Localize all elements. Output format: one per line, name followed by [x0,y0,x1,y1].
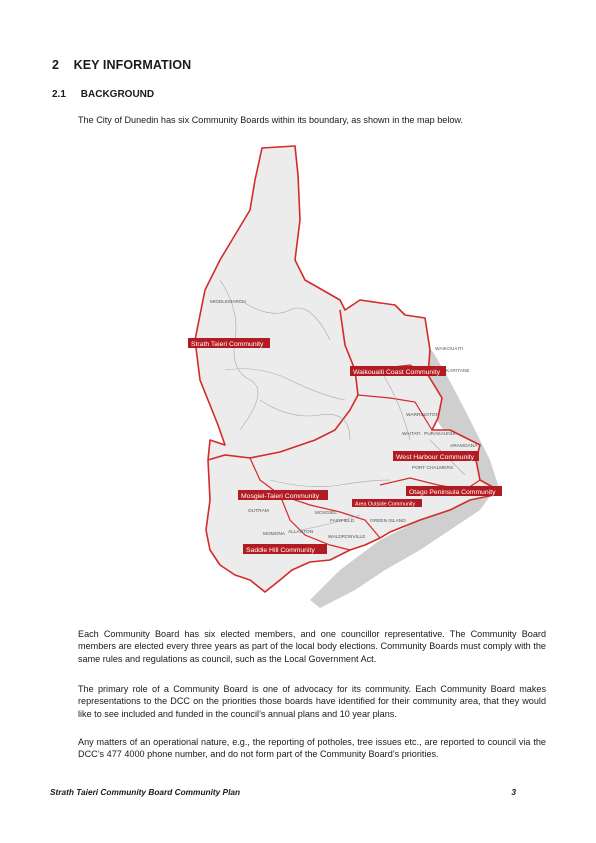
label-otago-peninsula: Otago Peninsula Community [409,489,496,496]
place-warrington: WARRINGTON [406,413,440,418]
place-momona: MOMONA [263,532,286,537]
place-waitati: WAITATI [402,432,421,437]
map-svg [180,140,510,610]
paragraph-operational: Any matters of an operational nature, e.g., the reporting of potholes, tree issues etc., are reported to council via the DCC’s 477 4000 phone number, and do not form part of the Community Board’s priorities. [78,737,546,760]
subsection-heading [52,89,154,100]
community-boards-map [180,140,510,610]
label-mosgiel-taieri: Mosgiel-Taieri Community [241,493,320,500]
place-fairfield: FAIRFIELD [330,519,355,524]
footer-title: Strath Taieri Community Board Community Plan [50,787,241,797]
label-saddle-hill: Saddle Hill Community [246,547,315,554]
place-middlemarch: MIDDLEMARCH [210,300,246,305]
place-waldronville: WALDRONVILLE [328,535,366,540]
subsection-title: BACKGROUND [80,89,155,100]
label-west-harbour: West Harbour Community [396,454,475,461]
place-allanton: ALLANTON [288,530,314,535]
label-waikouaiti: Waikouaiti Coast Community [353,369,441,376]
section-number: 2 [52,58,60,72]
place-port-chalmers: PORT CHALMERS [412,466,454,471]
place-karitane: KARITANE [446,369,470,374]
section-title: KEY INFORMATION [73,58,192,72]
intro-text: The City of Dunedin has six Community Boards within its boundary, as shown in the map below. [78,115,463,125]
place-purakaunui: PURAKAUNUI [424,432,456,437]
paragraph-board-members: Each Community Board has six elected members, and one councillor representative. The Community Board members are elected every three years as part of the local body elections. Community Boards must comply with the same rules and regulations as council, such as the Local Government Act. [78,629,546,664]
place-mosgiel: MOSGIEL [315,511,337,516]
label-strath-taieri: Strath Taieri Community [191,341,264,348]
place-aramoana: ARAMOANA [450,444,478,449]
paragraph-role: The primary role of a Community Board is one of advocacy for its community. Each Community Board makes representations to the DCC on the priorities those boards have identified for their community area, that they would like to see included and funded in the council’s annual plans and 10 year plans. [78,684,546,719]
page-footer [50,787,516,797]
subsection-number: 2.1 [52,89,66,100]
place-green-island: GREEN ISLAND [370,519,406,524]
place-outram: OUTRAM [248,509,269,514]
place-waikouaiti: WAIKOUAITI [435,347,464,352]
page-number: 3 [511,787,516,797]
section-heading [52,58,191,72]
label-area-outside: Area Outside Community [355,501,416,508]
